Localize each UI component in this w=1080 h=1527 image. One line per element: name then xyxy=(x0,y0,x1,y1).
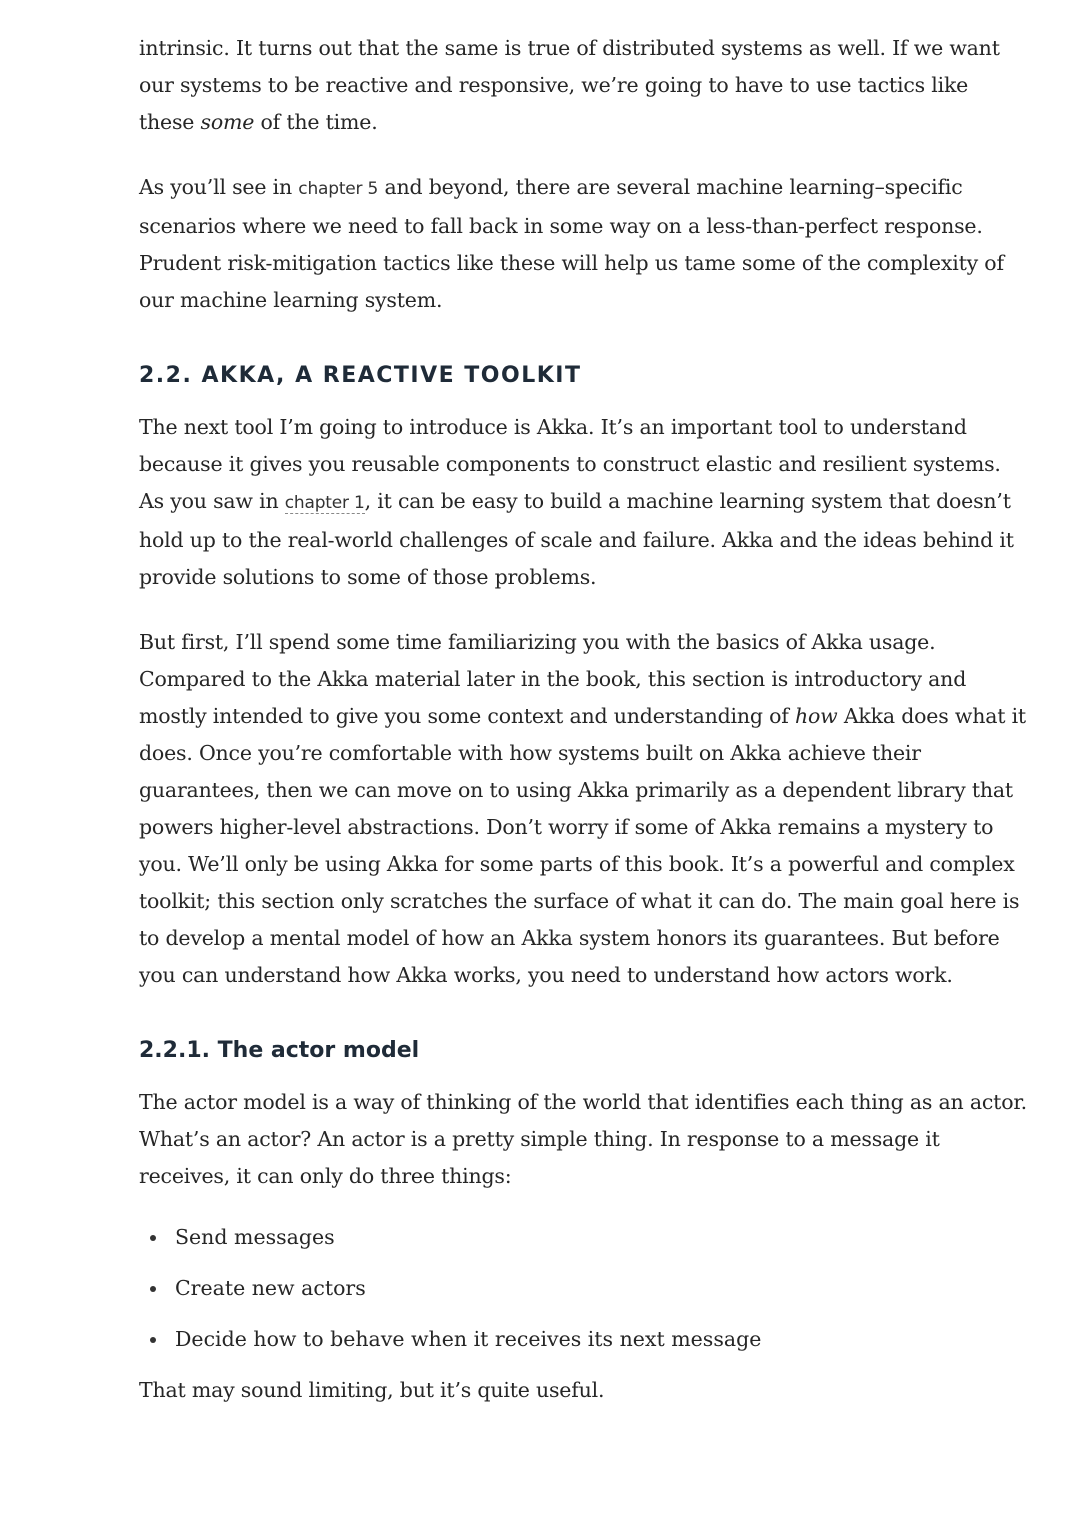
list-item: Send messages xyxy=(175,1219,1029,1256)
paragraph-akka-basics: But first, I’ll spend some time familiarizing you with the basics of Akka usage. Compared to the Akka material later in the book, this section is introductory and mostly intended to give you some context and understanding of how Akka does what it does. Once you’re comfortable with how systems built on Akka achieve their guarantees, then we can move on to using Akka primarily as a dependent library that powers higher-level abstractions. Don’t worry if some of Akka remains a mystery to you. We’ll only be using Akka for some parts of this book. It’s a powerful and complex toolkit; this section only scratches the surface of what it can do. The main goal here is to develop a mental model of how an Akka system honors its guarantees. But before you can understand how Akka works, you need to understand how actors work. xyxy=(139,630,1026,987)
intro-paragraph: intrinsic. It turns out that the same is true of distributed systems as well. If we want our systems to be reactive and responsive, we’re going to have to use tactics like these some of the time. xyxy=(139,36,1000,134)
list-item: Create new actors xyxy=(175,1270,1029,1307)
actor-capabilities-list xyxy=(139,1219,1029,1358)
subsection-heading: 2.2.1. The actor model xyxy=(139,1038,420,1063)
closing-paragraph: That may sound limiting, but it’s quite useful. xyxy=(139,1378,605,1402)
paragraph-akka-intro: The next tool I’m going to introduce is Akka. It’s an important tool to understand because it gives you reusable components to construct elastic and resilient systems. As you saw in chapter 1, it can be easy to build a machine learning system that doesn’t hold up to the real-world challenges of scale and failure. Akka and the ideas behind it provide solutions to some of those problems. xyxy=(139,415,1014,589)
section-heading: 2.2. AKKA, A REACTIVE TOOLKIT xyxy=(139,363,582,388)
chapter-1-link[interactable]: chapter 1 xyxy=(284,493,365,513)
chapter-5-link[interactable]: chapter 5 xyxy=(298,179,379,199)
paragraph-actor-model: The actor model is a way of thinking of the world that identifies each thing as an actor. What’s an actor? An actor is a pretty simple thing. In response to a message it receives, it can only do three things: xyxy=(139,1090,1027,1188)
emphasis-some: some xyxy=(200,110,255,134)
emphasis-how: how xyxy=(795,704,838,728)
paragraph-chapter5: As you’ll see in chapter 5 and beyond, there are several machine learning–specific scenarios where we need to fall back in some way on a less-than-perfect response. Prudent risk-mitigation tactics like these will help us tame some of the complexity of our machine learning system. xyxy=(139,175,1004,312)
book-page xyxy=(139,30,1029,1409)
list-item: Decide how to behave when it receives its next message xyxy=(175,1321,1029,1358)
